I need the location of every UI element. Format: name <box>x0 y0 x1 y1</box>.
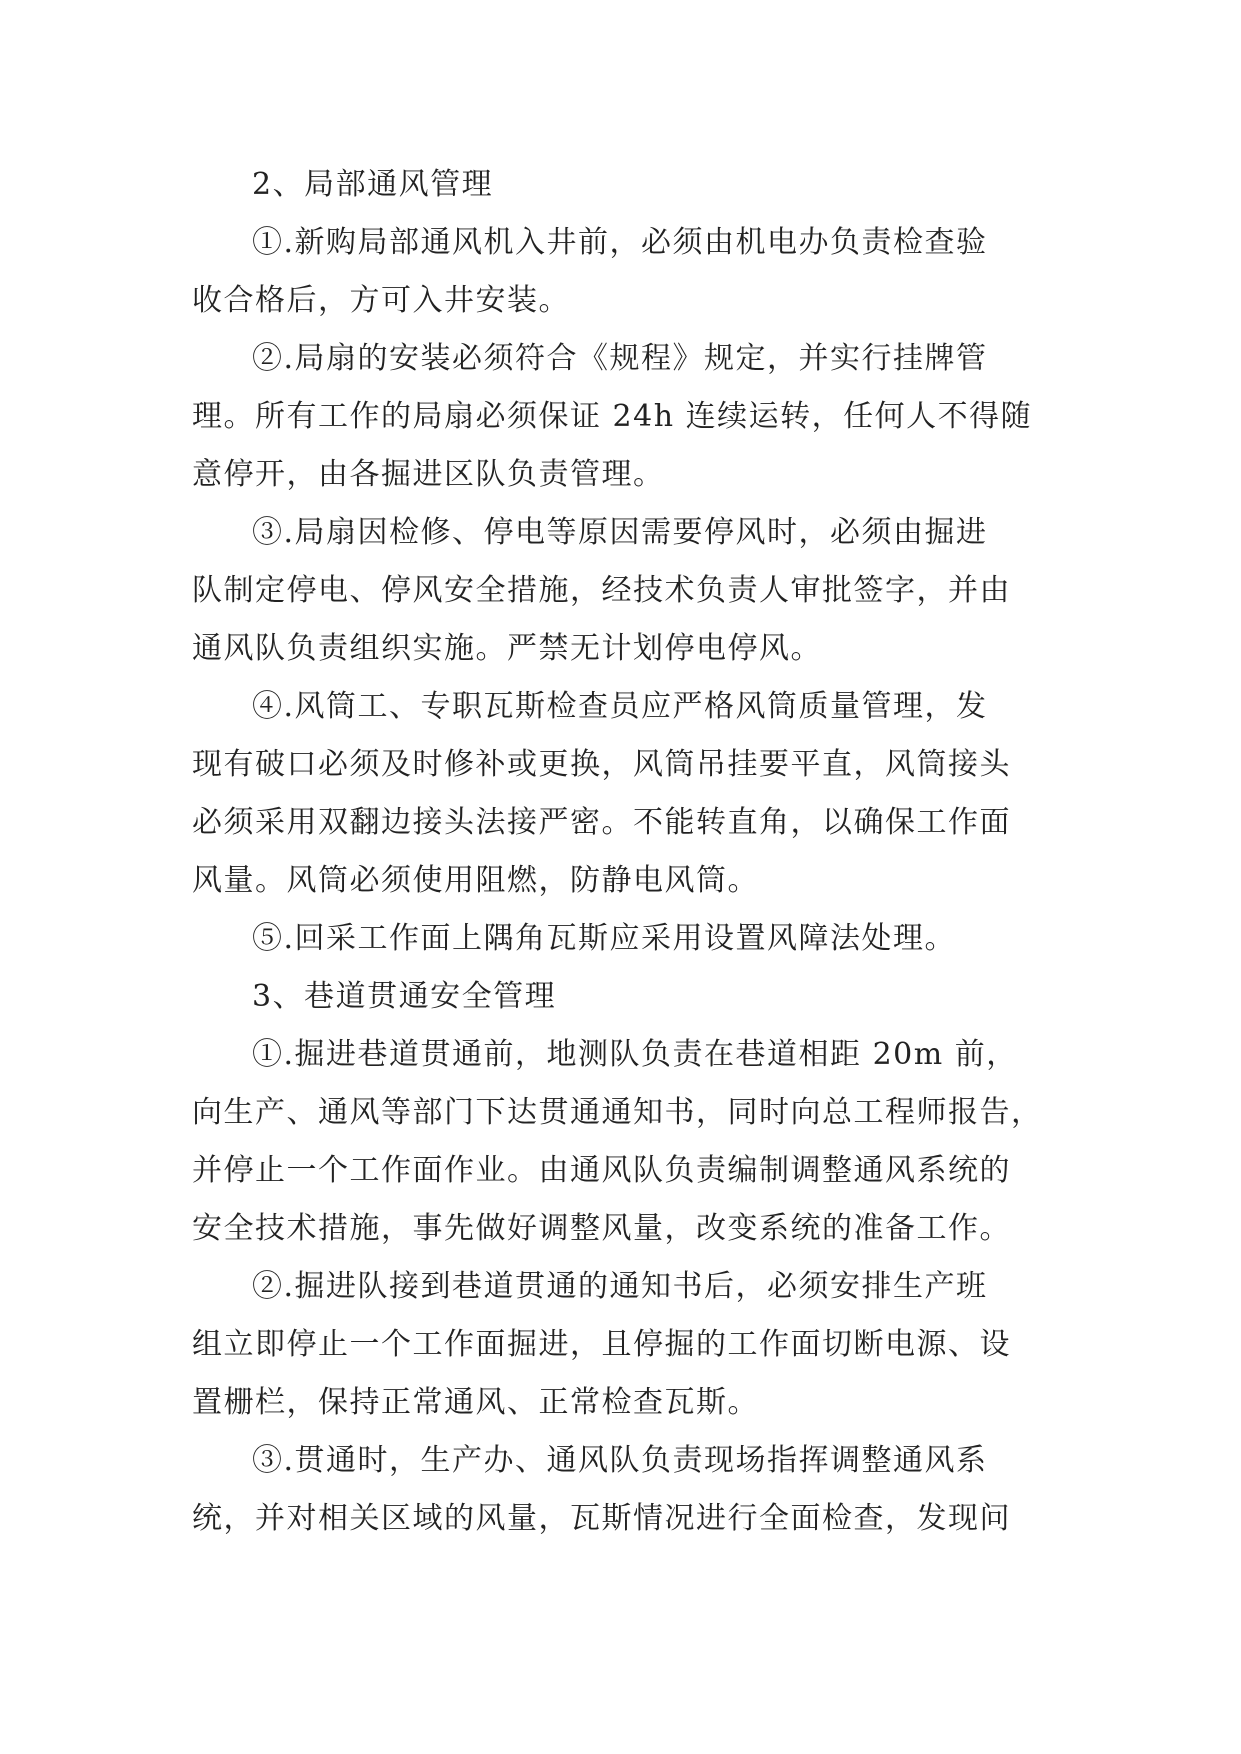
paragraph-line: 并停止一个工作面作业。由通风队负责编制调整通风系统的 <box>192 1153 1011 1188</box>
paragraph-line: 意停开，由各掘进区队负责管理。 <box>192 457 665 492</box>
paragraph-line: 理。所有工作的局扇必须保证 24h 连续运转，任何人不得随 <box>192 399 1033 434</box>
document-body <box>192 156 1052 1548</box>
section-heading-roadway-breakthrough: 3、巷道贯通安全管理 <box>252 979 557 1014</box>
paragraph-line: 必须采用双翻边接头法接严密。不能转直角，以确保工作面 <box>192 805 1011 840</box>
paragraph-line: ①.新购局部通风机入井前，必须由机电办负责检查验 <box>252 225 988 260</box>
paragraph-line: ②.掘进队接到巷道贯通的通知书后，必须安排生产班 <box>252 1269 988 1304</box>
paragraph-line: 通风队负责组织实施。严禁无计划停电停风。 <box>192 631 822 666</box>
paragraph-line: ⑤.回采工作面上隅角瓦斯应采用设置风障法处理。 <box>252 921 957 956</box>
paragraph-line: 安全技术措施，事先做好调整风量，改变系统的准备工作。 <box>192 1211 1011 1246</box>
paragraph-line: 风量。风筒必须使用阻燃，防静电风筒。 <box>192 863 759 898</box>
section-heading-local-ventilation: 2、局部通风管理 <box>252 167 494 202</box>
paragraph-line: 置栅栏，保持正常通风、正常检查瓦斯。 <box>192 1385 759 1420</box>
paragraph-line: ②.局扇的安装必须符合《规程》规定，并实行挂牌管 <box>252 341 988 376</box>
paragraph-line: 统，并对相关区域的风量，瓦斯情况进行全面检查，发现问 <box>192 1501 1011 1536</box>
paragraph-line: ①.掘进巷道贯通前，地测队负责在巷道相距 20m 前， <box>252 1037 1018 1072</box>
paragraph-line: 现有破口必须及时修补或更换，风筒吊挂要平直，风筒接头 <box>192 747 1011 782</box>
paragraph-line: 组立即停止一个工作面掘进，且停掘的工作面切断电源、设 <box>192 1327 1011 1362</box>
paragraph-line: ③.局扇因检修、停电等原因需要停风时，必须由掘进 <box>252 515 988 550</box>
paragraph-line: 收合格后，方可入井安装。 <box>192 283 570 318</box>
paragraph-line: 队制定停电、停风安全措施，经技术负责人审批签字，并由 <box>192 573 1011 608</box>
paragraph-line: 向生产、通风等部门下达贯通通知书，同时向总工程师报告， <box>192 1095 1043 1130</box>
paragraph-line: ④.风筒工、专职瓦斯检查员应严格风筒质量管理，发 <box>252 689 988 724</box>
paragraph-line: ③.贯通时，生产办、通风队负责现场指挥调整通风系 <box>252 1443 988 1478</box>
